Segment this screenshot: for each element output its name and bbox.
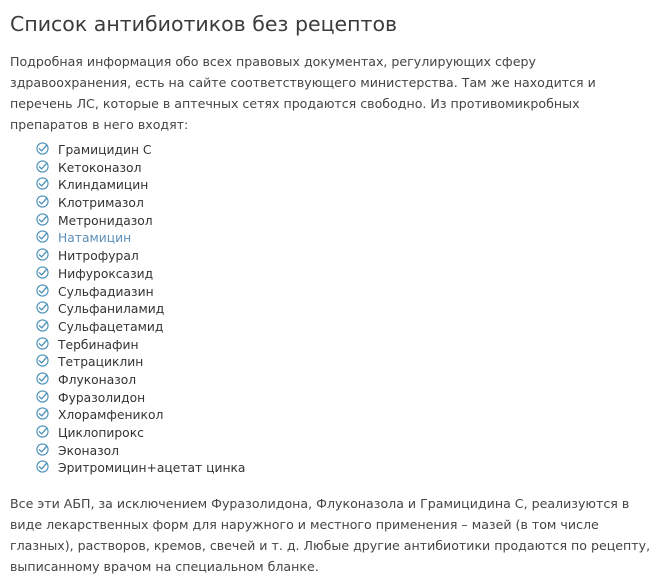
list-item-label: Сульфаниламид	[58, 302, 165, 317]
check-circle-icon	[36, 319, 49, 332]
list-item-label: Клиндамицин	[58, 178, 149, 193]
check-circle-icon	[36, 266, 49, 279]
list-item-label: Сульфацетамид	[58, 319, 164, 334]
outro-paragraph: Все эти АБП, за исключением Фуразолидона, Флуконазола и Грамицидина С, реализуются в виде лекарственных форм для наружного и местного применения – мазей (в том числе глазных), растворов, кремов, свечей и т. д. Любые другие антибиотики продаются по рецепту, выписанному врачом на специальном бланке.	[10, 496, 651, 575]
list-item-label: Тетрациклин	[58, 355, 144, 370]
list-item	[36, 443, 655, 461]
list-item	[36, 213, 655, 231]
list-item-label: Клотримазол	[58, 196, 144, 211]
list-item-label: Метронидазол	[58, 213, 153, 228]
list-item-label: Хлорамфеникол	[58, 408, 164, 423]
list-item	[36, 319, 655, 337]
intro-paragraph: Подробная информация обо всех правовых документах, регулирующих сферу здравоохранения, есть на сайте соответствующего министерства. Там же находится и перечень ЛС, которые в аптечных сетях продаются свободно. Из противомикробных препаратов в него входят:	[10, 54, 596, 132]
check-circle-icon	[36, 372, 49, 385]
list-item-link[interactable]	[36, 230, 655, 248]
list-item	[36, 301, 655, 319]
list-item	[36, 337, 655, 355]
list-item-label: Кетоконазол	[58, 160, 142, 175]
article	[10, 10, 655, 577]
list-item	[36, 407, 655, 425]
list-item-label: Нитрофурал	[58, 249, 139, 264]
list-item	[36, 142, 655, 160]
check-circle-icon	[36, 248, 49, 261]
list-item-label: Тербинафин	[58, 337, 139, 352]
drug-list	[10, 142, 655, 478]
list-item	[36, 284, 655, 302]
check-circle-icon	[36, 443, 49, 456]
list-item	[36, 354, 655, 372]
list-item	[36, 460, 655, 478]
check-circle-icon	[36, 337, 49, 350]
check-circle-icon	[36, 142, 49, 155]
list-item	[36, 390, 655, 408]
list-item	[36, 372, 655, 390]
list-item	[36, 177, 655, 195]
check-circle-icon	[36, 301, 49, 314]
list-item-label: Грамицидин С	[58, 143, 152, 157]
check-circle-icon	[36, 354, 49, 367]
check-circle-icon	[36, 230, 49, 243]
list-item-label: Сульфадиазин	[58, 284, 154, 299]
list-item-label: Фуразолидон	[58, 390, 146, 405]
list-item-label: Нифуроксазид	[58, 266, 154, 281]
list-item	[36, 425, 655, 443]
list-item	[36, 266, 655, 284]
list-item-label: Эконазол	[58, 443, 120, 458]
list-item-label: Эритромицин+ацетат цинка	[58, 461, 246, 476]
check-circle-icon	[36, 425, 49, 438]
check-circle-icon	[36, 195, 49, 208]
check-circle-icon	[36, 160, 49, 173]
page-title: Список антибиотиков без рецептов	[10, 12, 398, 36]
check-circle-icon	[36, 460, 49, 473]
list-item	[36, 248, 655, 266]
list-item-label: Циклопирокс	[58, 426, 144, 440]
check-circle-icon	[36, 390, 49, 403]
check-circle-icon	[36, 213, 49, 226]
list-item-label[interactable]: Натамицин	[58, 231, 132, 246]
list-item-label: Флуконазол	[58, 372, 137, 387]
check-circle-icon	[36, 284, 49, 297]
list-item	[36, 160, 655, 178]
list-item	[36, 195, 655, 213]
check-circle-icon	[36, 407, 49, 420]
check-circle-icon	[36, 177, 49, 190]
